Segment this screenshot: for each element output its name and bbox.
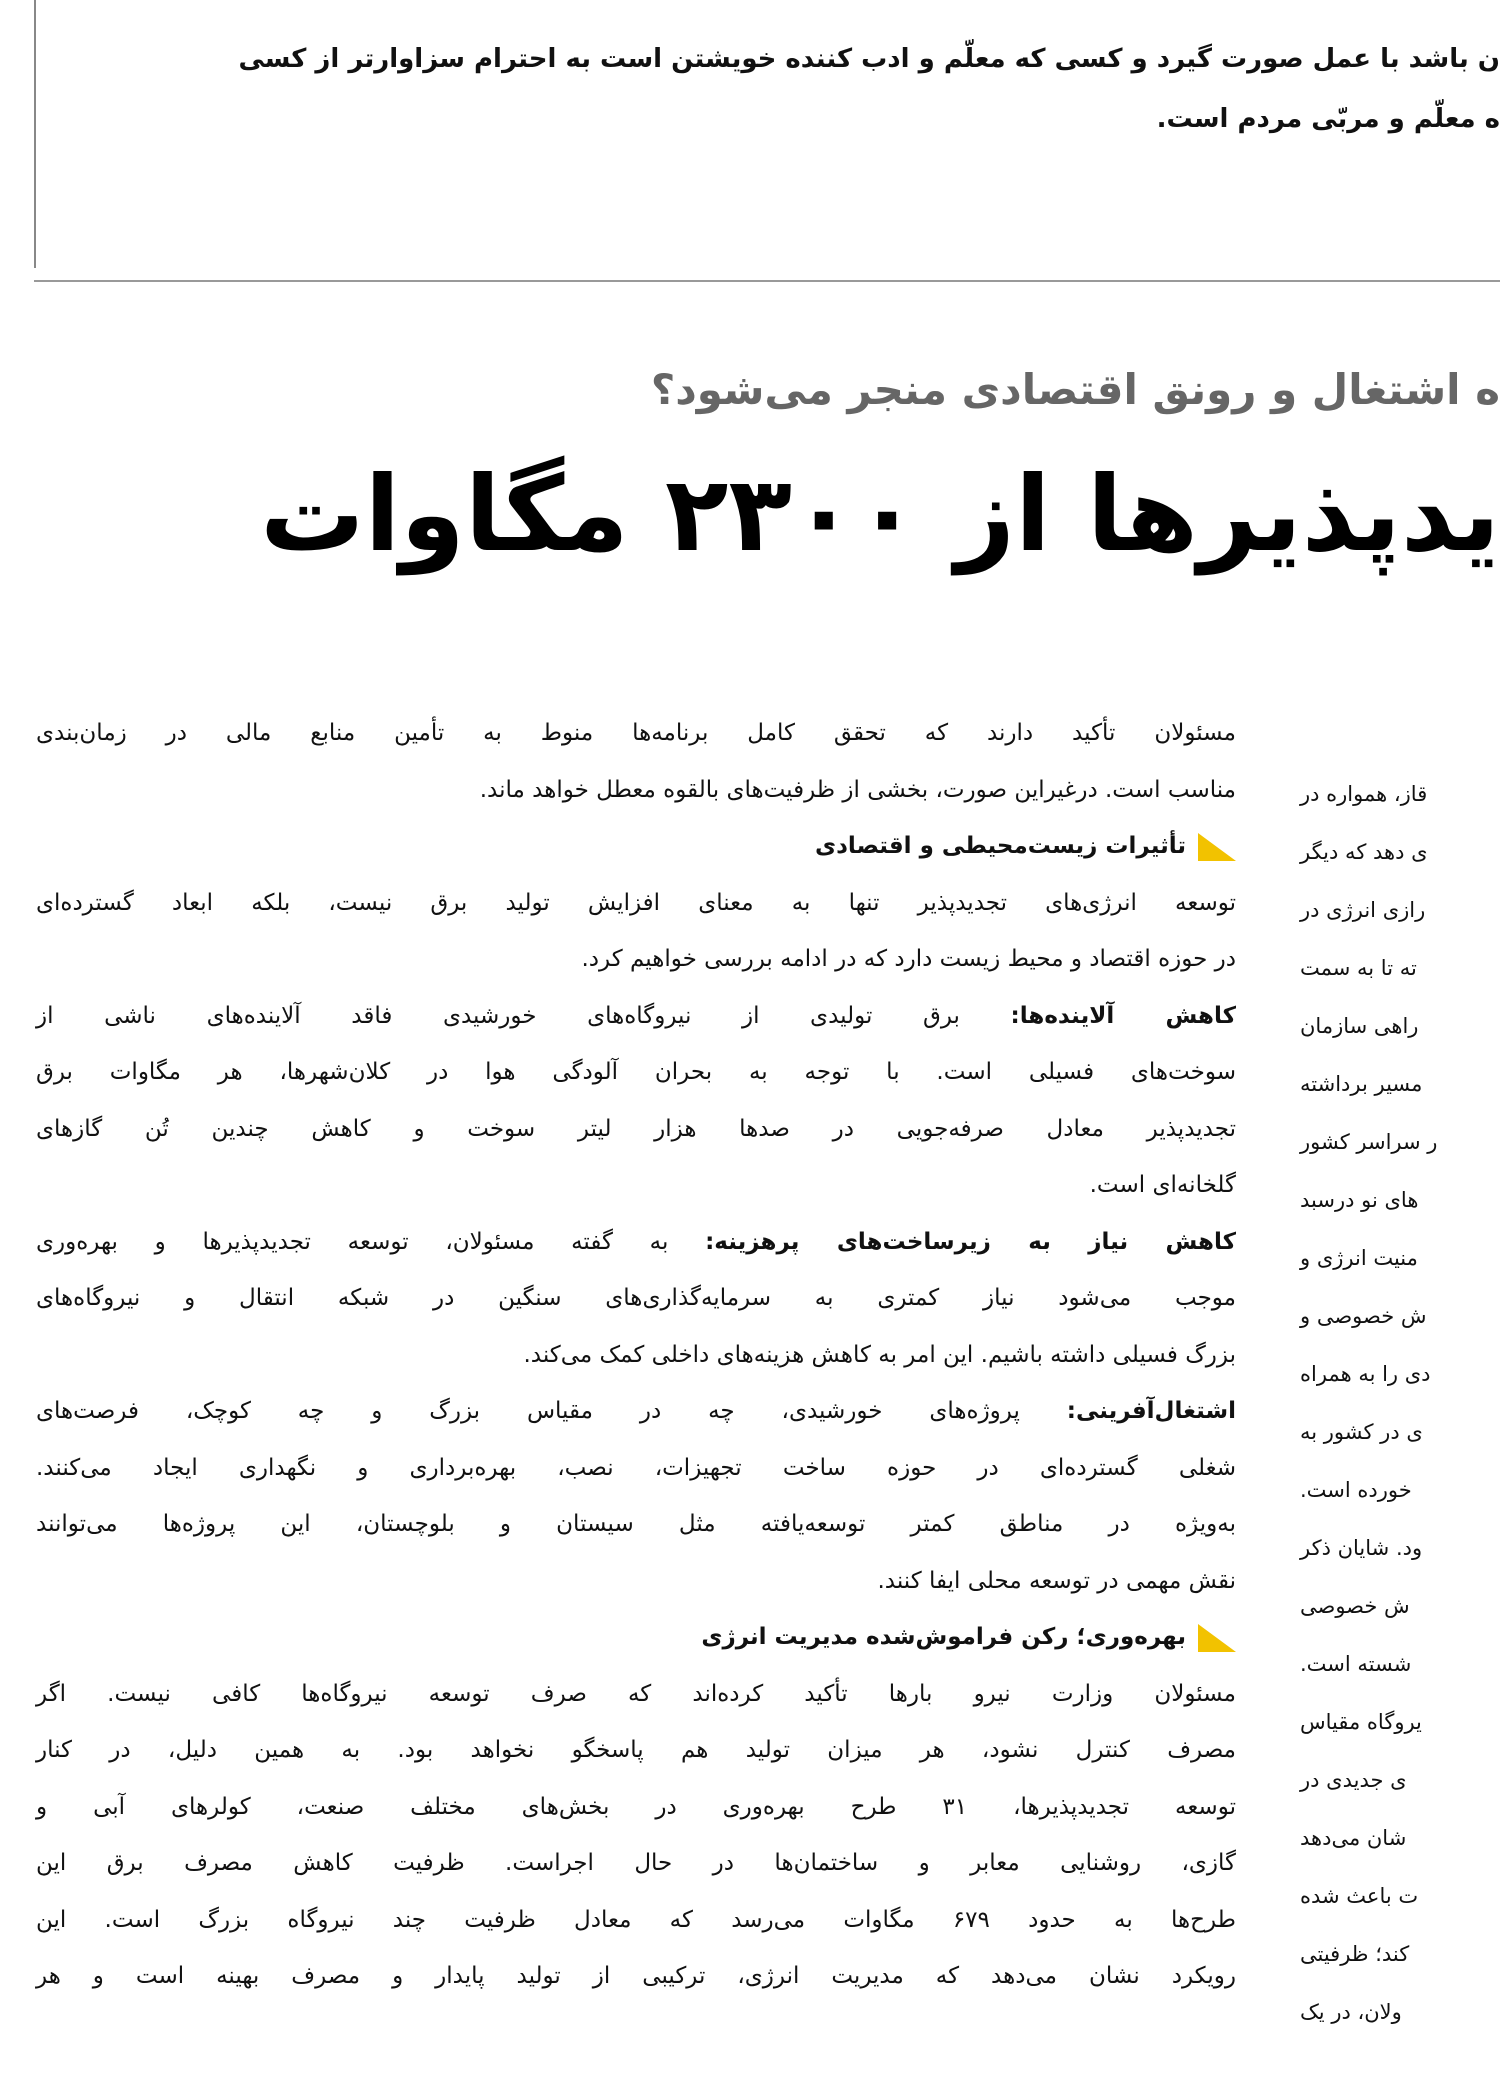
body-text-line xyxy=(36,762,1236,819)
body-text-line xyxy=(36,1666,1236,1723)
body-text-line xyxy=(36,1722,1236,1779)
body-text-line xyxy=(36,1553,1236,1610)
body-text: مسئولان وزارت نیرو بارها تأکید کرده‌اند که صرف توسعه نیروگاه‌ها کافی نیست. اگر xyxy=(36,1680,1236,1707)
side-text-line: شسته است. xyxy=(1300,1652,1412,1676)
side-text-line: ی جدیدی در xyxy=(1300,1768,1407,1792)
body-text: شغلی گسترده‌ای در حوزه ساخت تجهیزات، نصب، بهره‌برداری و نگهداری ایجاد می‌کنند. xyxy=(36,1454,1236,1481)
body-text: مسئولان تأکید دارند که تحقق کامل برنامه‌ها منوط به تأمین منابع مالی در زمان‌بندی xyxy=(36,720,1236,746)
side-text-line: ته تا به سمت xyxy=(1300,956,1417,980)
body-text-line xyxy=(36,1440,1236,1497)
article-side-column xyxy=(1300,765,1500,2041)
side-text-line: ش خصوصی و xyxy=(1300,1304,1427,1328)
side-text-line: شان می‌دهد xyxy=(1300,1826,1407,1850)
yellow-triangle-icon xyxy=(1198,1624,1236,1652)
section-divider xyxy=(34,280,1500,282)
subheading xyxy=(36,818,1236,875)
body-text-line xyxy=(36,988,1236,1045)
body-text-line xyxy=(36,1835,1236,1892)
body-text-line xyxy=(36,1327,1236,1384)
side-text-line: خورده است. xyxy=(1300,1478,1412,1502)
body-text-line xyxy=(36,1044,1236,1101)
subheading-text: بهره‌وری؛ رکن فراموش‌شده مدیریت انرژی xyxy=(701,1624,1186,1650)
body-text-line xyxy=(36,1779,1236,1836)
body-text: نقش مهمی در توسعه محلی ایفا کنند. xyxy=(877,1567,1236,1594)
side-text-line: های نو درسبد xyxy=(1300,1188,1419,1212)
body-text: به گفته مسئولان، توسعه تجدیدپذیرها و بهره‌وری xyxy=(36,1228,706,1255)
body-text-line xyxy=(36,1892,1236,1949)
body-text-line xyxy=(36,1214,1236,1271)
body-text: تجدیدپذیر معادل صرفه‌جویی در صدها هزار لیتر سوخت و کاهش چندین تُن گازهای xyxy=(36,1115,1236,1142)
side-text-line: ی دهد که دیگر xyxy=(1300,840,1428,864)
yellow-triangle-icon xyxy=(1198,833,1236,861)
body-text-line xyxy=(36,1270,1236,1327)
subheading-text: تأثیرات زیست‌محیطی و اقتصادی xyxy=(815,833,1186,859)
quote-text-line: ه معلّم و مربّی مردم است. xyxy=(1156,104,1500,134)
column-divider-vertical xyxy=(34,0,36,268)
body-text-line xyxy=(36,1383,1236,1440)
side-text-line: منیت انرژی و xyxy=(1300,1246,1418,1270)
body-text: گازی، روشنایی معابر و ساختمان‌ها در حال اجراست. ظرفیت کاهش مصرف برق این xyxy=(36,1850,1236,1876)
side-text-line: راهی سازمان xyxy=(1300,1014,1419,1038)
body-text: گلخانه‌ای است. xyxy=(1089,1172,1236,1198)
paragraph-lead: اشتغال‌آفرینی: xyxy=(1066,1398,1236,1424)
body-text: توسعه تجدیدپذیرها، ۳۱ طرح بهره‌وری در بخش‌های مختلف صنعت، کولرهای آبی و xyxy=(36,1793,1236,1820)
article-kicker: ه اشتغال و رونق اقتصادی منجر می‌شود؟ xyxy=(650,365,1500,414)
article-headline: یدپذیرها از ۲۳۰۰ مگاوات xyxy=(260,453,1500,575)
side-text-line: دی را به همراه xyxy=(1300,1362,1431,1386)
body-text-line xyxy=(36,1157,1236,1214)
body-text: پروژه‌های خورشیدی، چه در مقیاس بزرگ و چه کوچک، فرصت‌های xyxy=(36,1398,1067,1424)
side-text-line: رازی انرژی در xyxy=(1300,898,1426,922)
side-text-line: کند؛ ظرفیتی xyxy=(1300,1942,1410,1966)
body-text: مصرف کنترل نشود، هر میزان تولید هم پاسخگو نخواهد بود. به همین دلیل، در کنار xyxy=(36,1737,1236,1763)
body-text: در حوزه اقتصاد و محیط زیست دارد که در ادامه بررسی خواهیم کرد. xyxy=(581,946,1236,972)
body-text-line xyxy=(36,931,1236,988)
body-text-line xyxy=(36,1948,1236,2005)
body-text-line xyxy=(36,1101,1236,1158)
body-text-line xyxy=(36,705,1236,762)
body-text: به‌ویژه در مناطق کمتر توسعه‌یافته مثل سیستان و بلوچستان، این پروژه‌ها می‌توانند xyxy=(36,1511,1236,1537)
body-text: برق تولیدی از نیروگاه‌های خورشیدی فاقد آلاینده‌های ناشی از xyxy=(36,1002,1011,1029)
body-text: مناسب است. درغیراین صورت، بخشی از ظرفیت‌های بالقوه معطل خواهد ماند. xyxy=(479,776,1236,803)
article-main-column xyxy=(36,705,1236,2005)
body-text-line xyxy=(36,875,1236,932)
side-text-line: ولان، در یک xyxy=(1300,2000,1402,2024)
body-text: طرح‌ها به حدود ۶۷۹ مگاوات می‌رسد که معادل ظرفیت چند نیروگاه بزرگ است. این xyxy=(36,1906,1236,1933)
body-text: توسعه انرژی‌های تجدیدپذیر تنها به معنای افزایش تولید برق نیست، بلکه ابعاد گسترده‌ای xyxy=(36,889,1236,916)
body-text: سوخت‌های فسیلی است. با توجه به بحران آلودگی هوا در کلان‌شهرها، هر مگاوات برق xyxy=(36,1059,1236,1085)
side-text-line: ت باعث شده xyxy=(1300,1884,1419,1908)
side-text-line: ر سراسر کشور xyxy=(1300,1130,1438,1154)
side-text-line: ود. شایان ذکر xyxy=(1300,1536,1423,1560)
body-text: بزرگ فسیلی داشته باشیم. این امر به کاهش هزینه‌های داخلی کمک می‌کند. xyxy=(523,1341,1236,1368)
quote-text-line: ن باشد با عمل صورت گیرد و کسی که معلّم و ادب کننده خویشتن است به احترام سزاوارتر از کسی xyxy=(238,44,1500,74)
body-text: رویکرد نشان می‌دهد که مدیریت انرژی، ترکیبی از تولید پایدار و مصرف بهینه است و هر xyxy=(36,1963,1236,1989)
side-text-line: ی در کشور به xyxy=(1300,1420,1423,1444)
side-text-line: یروگاه مقیاس xyxy=(1300,1710,1422,1734)
body-text-line xyxy=(36,1496,1236,1553)
subheading xyxy=(36,1609,1236,1666)
paragraph-lead: کاهش آلاینده‌ها: xyxy=(1010,1002,1236,1029)
side-text-line: ش خصوصی xyxy=(1300,1594,1410,1618)
side-text-line: مسیر برداشته xyxy=(1300,1072,1423,1096)
paragraph-lead: کاهش نیاز به زیرساخت‌های پرهزینه: xyxy=(705,1228,1236,1255)
body-text: موجب می‌شود نیاز کمتری به سرمایه‌گذاری‌های سنگین در شبکه انتقال و نیروگاه‌های xyxy=(36,1285,1236,1311)
side-text-line: قاز، همواره در xyxy=(1300,782,1428,806)
